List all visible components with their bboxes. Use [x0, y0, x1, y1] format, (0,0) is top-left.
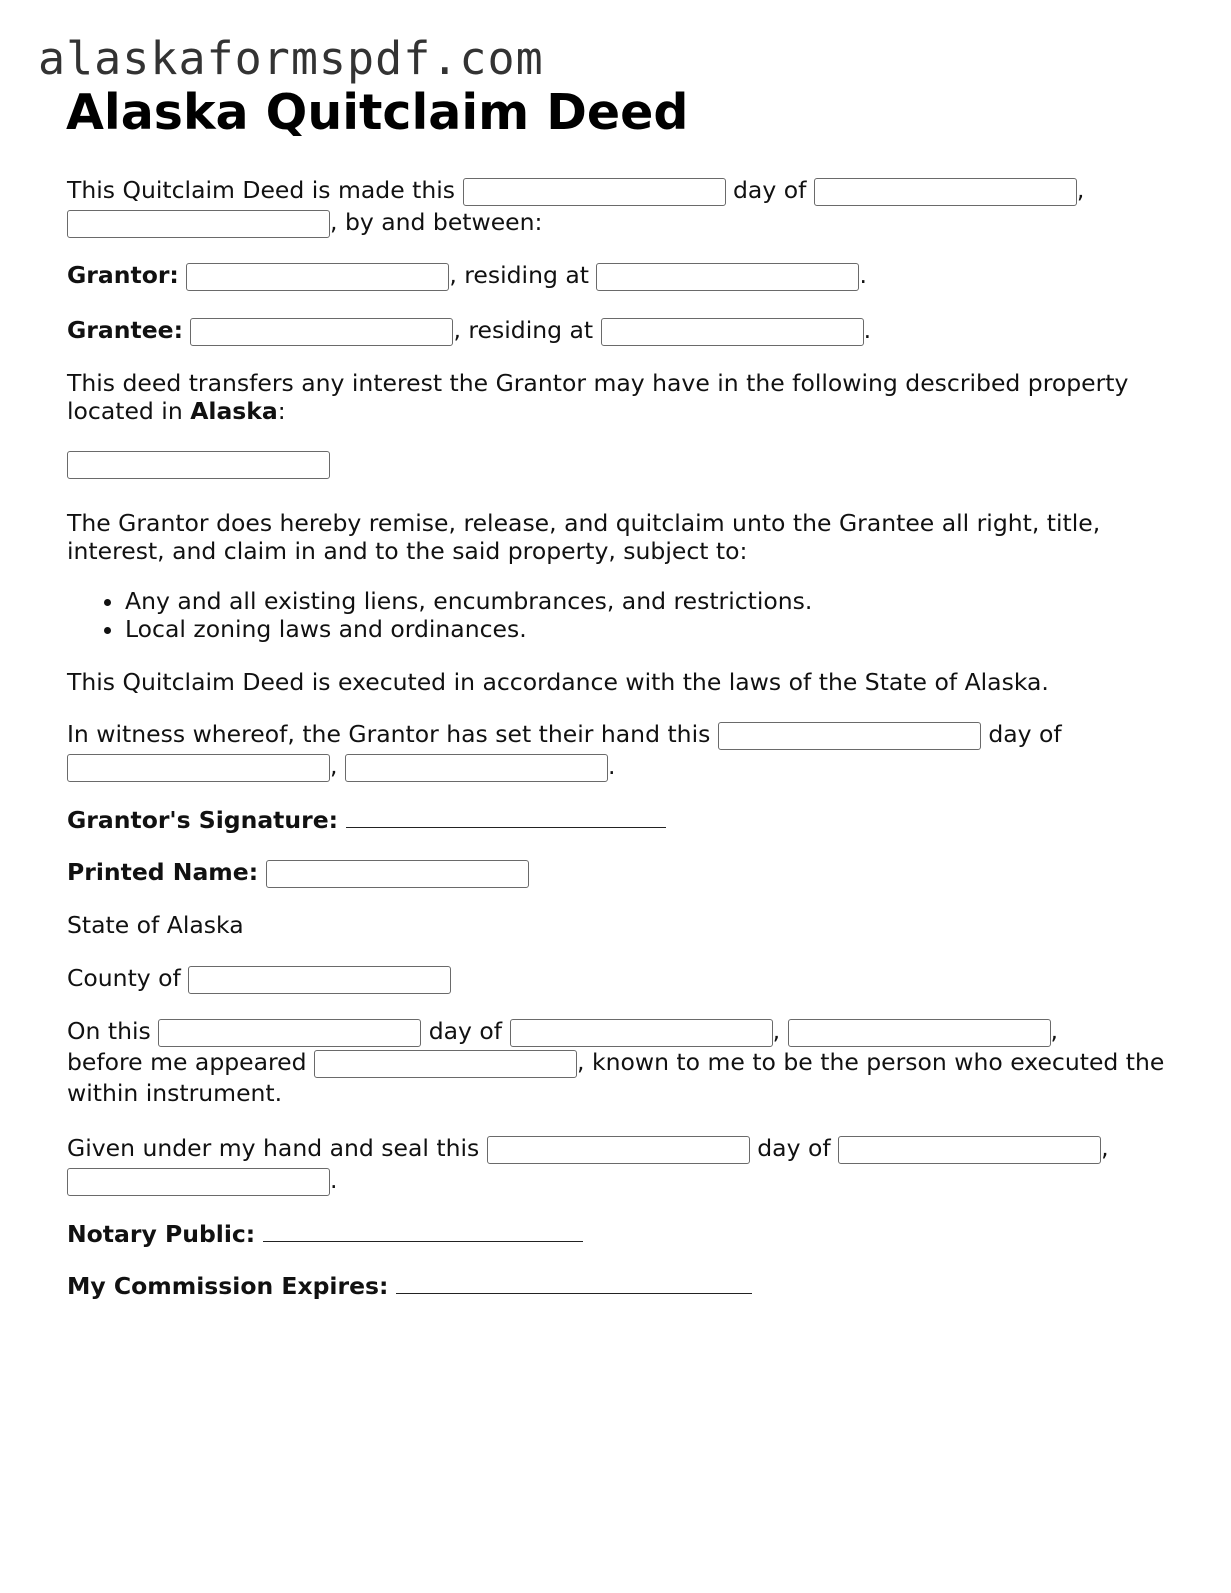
transfer-paragraph: [67, 369, 1167, 425]
given-day-of: day of: [757, 1134, 831, 1162]
grantee-residing: , residing at: [453, 316, 594, 344]
intro-paragraph: [67, 174, 1167, 238]
witness-day-field[interactable]: [718, 722, 981, 750]
given-paragraph: [67, 1132, 1167, 1196]
transfer-state: Alaska: [190, 397, 278, 425]
grantor-name-field[interactable]: [186, 263, 449, 291]
notary-signature-blank[interactable]: [263, 1219, 583, 1242]
witness-day-of: day of: [988, 720, 1062, 748]
executed-text: This Quitclaim Deed is executed in accordance with the laws of the State of Alaska.: [67, 668, 1049, 696]
printed-name-field[interactable]: [266, 860, 529, 888]
ack-comma: ,: [772, 1017, 781, 1045]
given-year-field[interactable]: [67, 1168, 330, 1196]
grantor-residing: , residing at: [449, 261, 589, 289]
given-comma: ,: [1101, 1134, 1109, 1162]
grantee-label: Grantee:: [67, 316, 183, 344]
grantee-period: .: [863, 316, 872, 344]
ack-day-of: day of: [428, 1017, 503, 1045]
deed-month-field[interactable]: [814, 178, 1077, 206]
county-label: County of: [67, 964, 181, 992]
printed-name-line: [67, 856, 1167, 888]
commission-line: [67, 1270, 1167, 1302]
grantee-name-field[interactable]: [190, 318, 453, 346]
county-line: [67, 962, 1167, 994]
notary-ack-paragraph: [67, 1016, 1167, 1109]
intro-between: , by and between:: [330, 208, 543, 236]
state-text: State of Alaska: [67, 911, 244, 939]
grantee-line: [67, 314, 1167, 346]
deed-day-field[interactable]: [463, 178, 726, 206]
given-month-field[interactable]: [838, 1136, 1101, 1164]
conditions-list: [67, 587, 1167, 643]
given-day-field[interactable]: [487, 1136, 750, 1164]
ack-known: , known to me to be the person who executed the within instrument.: [67, 1048, 1165, 1107]
grantor-signature-line: [67, 804, 1167, 836]
ack-comma-2: ,: [1050, 1017, 1059, 1045]
intro-comma: ,: [1076, 176, 1085, 204]
county-field[interactable]: [188, 966, 451, 994]
grantor-label: Grantor:: [67, 261, 179, 289]
printed-name-label: Printed Name:: [67, 858, 259, 886]
deed-year-field[interactable]: [67, 210, 330, 238]
ack-on-this: On this: [67, 1017, 151, 1045]
witness-month-field[interactable]: [67, 754, 330, 782]
witness-year-field[interactable]: [345, 754, 608, 782]
grantor-line: [67, 259, 1167, 291]
quitclaim-text: The Grantor does hereby remise, release, and quitclaim unto the Grantee all right, title, interest, and claim in and to the said property, subject to:: [67, 509, 1101, 565]
watermark: alaskaformspdf.com: [38, 32, 544, 85]
property-description-field[interactable]: [67, 451, 330, 479]
notary-public-label: Notary Public:: [67, 1220, 256, 1248]
ack-month-field[interactable]: [510, 1019, 773, 1047]
ack-day-field[interactable]: [158, 1019, 421, 1047]
property-line: [67, 447, 1167, 479]
transfer-text: This deed transfers any interest the Grantor may have in the following described property located in: [67, 369, 1129, 425]
grantor-address-field[interactable]: [596, 263, 859, 291]
page-title: Alaska Quitclaim Deed: [66, 84, 689, 141]
ack-appeared: before me appeared: [67, 1048, 307, 1076]
given-text: Given under my hand and seal this: [67, 1134, 480, 1162]
grantor-signature-label: Grantor's Signature:: [67, 806, 339, 834]
grantee-address-field[interactable]: [601, 318, 864, 346]
state-line: [67, 909, 1167, 941]
deed-body: [67, 174, 1167, 1302]
grantor-period: .: [859, 261, 867, 289]
notary-public-line: [67, 1218, 1167, 1250]
quitclaim-paragraph: [67, 509, 1167, 565]
witness-comma: ,: [330, 752, 338, 780]
given-period: .: [330, 1166, 338, 1194]
ack-person-field[interactable]: [314, 1050, 577, 1078]
witness-period: .: [607, 752, 616, 780]
condition-item: • Local zoning laws and ordinances.: [125, 615, 1167, 643]
transfer-colon: :: [277, 397, 286, 425]
intro-text: This Quitclaim Deed is made this: [67, 176, 456, 204]
commission-expires-blank[interactable]: [396, 1271, 752, 1294]
executed-paragraph: [67, 666, 1167, 698]
ack-year-field[interactable]: [788, 1019, 1051, 1047]
intro-day-of: day of: [733, 176, 807, 204]
condition-item: • Any and all existing liens, encumbrances, and restrictions.: [125, 587, 1167, 615]
grantor-signature-blank[interactable]: [346, 805, 666, 828]
commission-label: My Commission Expires:: [67, 1272, 389, 1300]
witness-text: In witness whereof, the Grantor has set their hand this: [67, 720, 711, 748]
witness-paragraph: [67, 718, 1167, 782]
